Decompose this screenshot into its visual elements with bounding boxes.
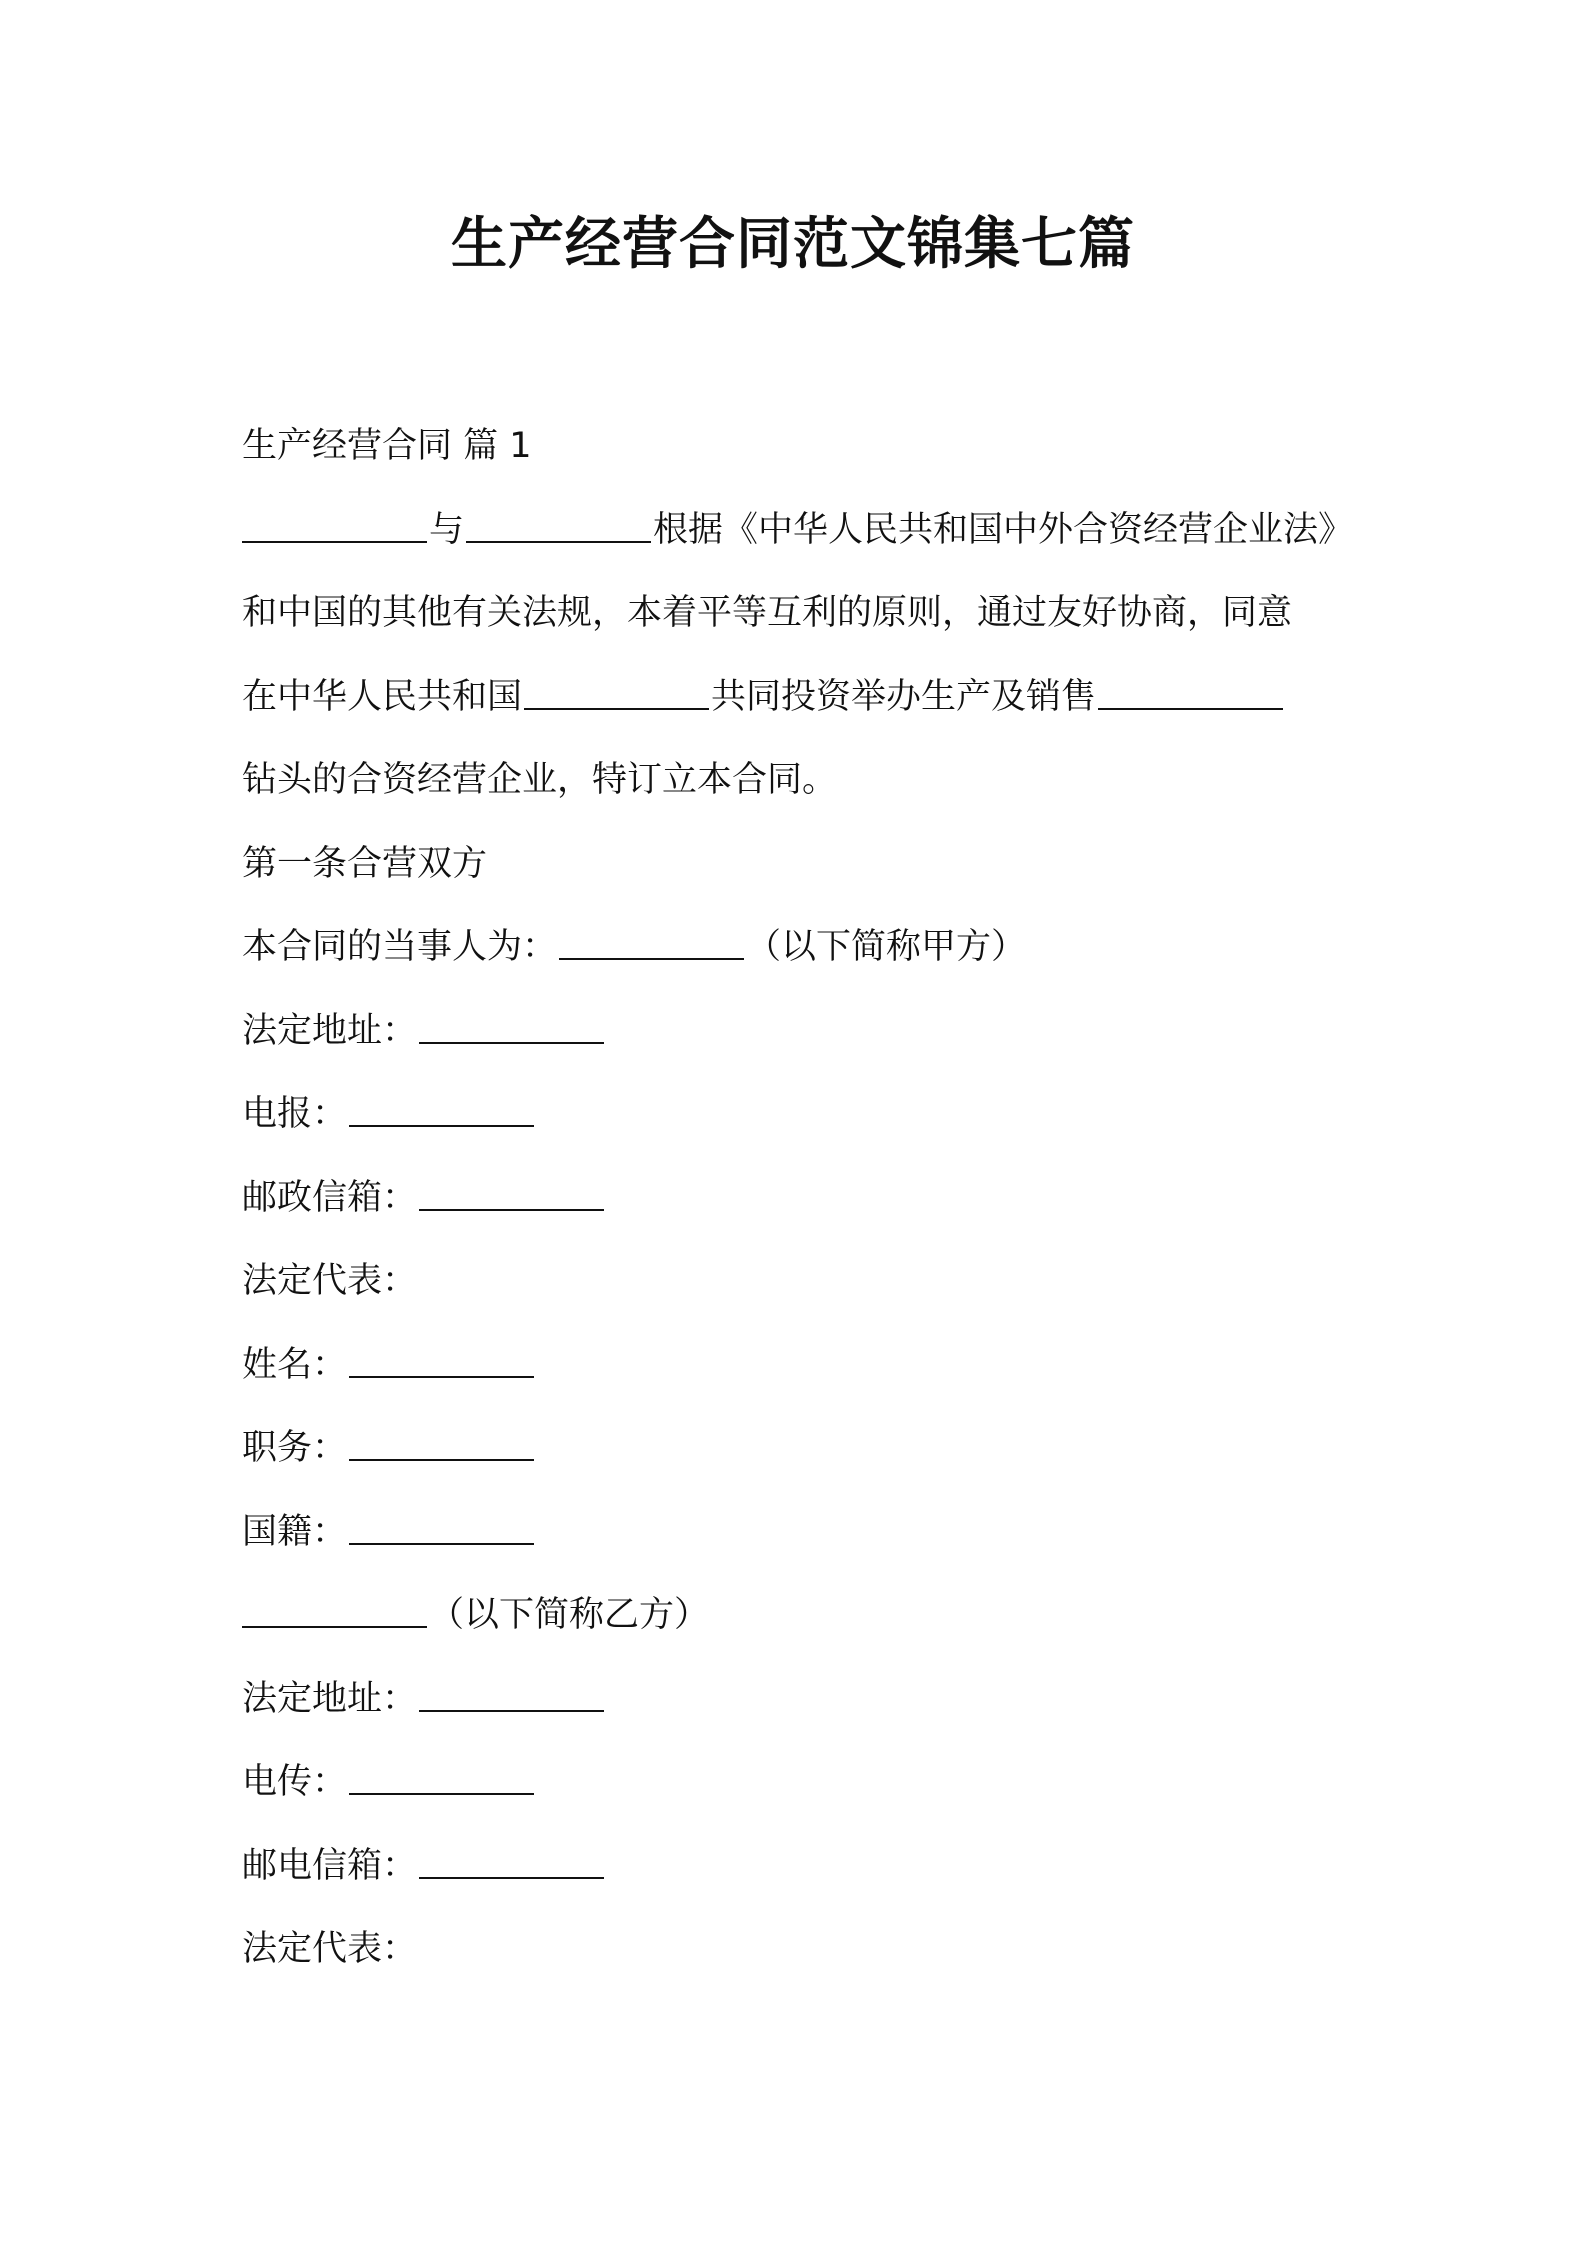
intro-clause-a: 根据《中华人民共和国中外合资经营企业法》 — [653, 509, 1354, 550]
party-a-telegram — [242, 1073, 1362, 1157]
section-heading-text: 生产经营合同 篇 1 — [242, 426, 532, 466]
party-b-rep-label: 法定代表： — [242, 1929, 418, 1969]
party-b-address-label: 法定地址： — [242, 1678, 418, 1719]
connector-with: 与 — [429, 509, 465, 550]
article-1-heading — [242, 823, 1362, 907]
party-a-blank — [242, 501, 427, 543]
party-a-rep-name-blank — [349, 1336, 534, 1378]
party-a-nationality-label: 国籍： — [242, 1511, 348, 1552]
party-a-address-blank — [419, 1002, 604, 1044]
party-a-address — [242, 990, 1362, 1074]
party-a-name-blank — [559, 918, 744, 960]
party-a-rep-position — [242, 1407, 1362, 1491]
party-a-postbox-blank — [419, 1169, 604, 1211]
party-b-name-blank — [242, 1586, 427, 1628]
party-b-address — [242, 1658, 1362, 1742]
intro-line-2-text: 和中国的其他有关法规，本着平等互利的原则，通过友好协商，同意 — [242, 593, 1293, 633]
party-a-position-label: 职务： — [242, 1428, 348, 1468]
document-body — [242, 405, 1362, 1992]
party-a-rep-position-blank — [349, 1419, 534, 1461]
party-a-telegram-label: 电报： — [242, 1094, 348, 1134]
party-a-intro — [242, 906, 1362, 990]
party-a-address-label: 法定地址： — [242, 1010, 418, 1051]
party-b-address-blank — [419, 1670, 604, 1712]
intro-line-1 — [242, 489, 1362, 573]
party-b-postbox-blank — [419, 1837, 604, 1879]
intro-line-3 — [242, 656, 1362, 740]
party-a-rep-nationality-blank — [349, 1503, 534, 1545]
party-a-intro-label: 本合同的当事人为： — [242, 927, 558, 967]
product-blank — [1098, 668, 1283, 710]
party-b-postbox — [242, 1825, 1362, 1909]
party-b-intro-suffix: （以下简称乙方） — [429, 1595, 710, 1635]
party-b-fax-label: 电传： — [242, 1762, 348, 1802]
location-blank — [524, 668, 709, 710]
party-b-fax-blank — [349, 1753, 534, 1795]
party-b-intro — [242, 1574, 1362, 1658]
party-a-rep-label: 法定代表： — [242, 1261, 418, 1301]
section-heading — [242, 405, 1362, 489]
document-title: 生产经营合同范文锦集七篇 — [451, 212, 1135, 277]
intro-line-4-text: 钻头的合资经营企业，特订立本合同。 — [242, 760, 838, 800]
party-b-representative — [242, 1908, 1362, 1992]
party-a-name-label: 姓名： — [242, 1344, 348, 1385]
party-a-telegram-blank — [349, 1085, 534, 1127]
intro-line-2 — [242, 572, 1362, 656]
party-a-intro-suffix: （以下简称甲方） — [746, 927, 1027, 967]
intro-line-3-prefix: 在中华人民共和国 — [242, 676, 523, 717]
party-b-blank — [466, 501, 651, 543]
article-1-heading-text: 第一条合营双方 — [242, 843, 488, 884]
intro-line-4 — [242, 739, 1362, 823]
party-b-fax — [242, 1741, 1362, 1825]
party-a-representative — [242, 1240, 1362, 1324]
party-a-postbox-label: 邮政信箱： — [242, 1177, 418, 1218]
party-a-rep-nationality — [242, 1491, 1362, 1575]
party-a-postbox — [242, 1157, 1362, 1241]
intro-line-3-middle: 共同投资举办生产及销售 — [711, 676, 1097, 717]
party-b-postbox-label: 邮电信箱： — [242, 1845, 418, 1886]
party-a-rep-name — [242, 1324, 1362, 1408]
